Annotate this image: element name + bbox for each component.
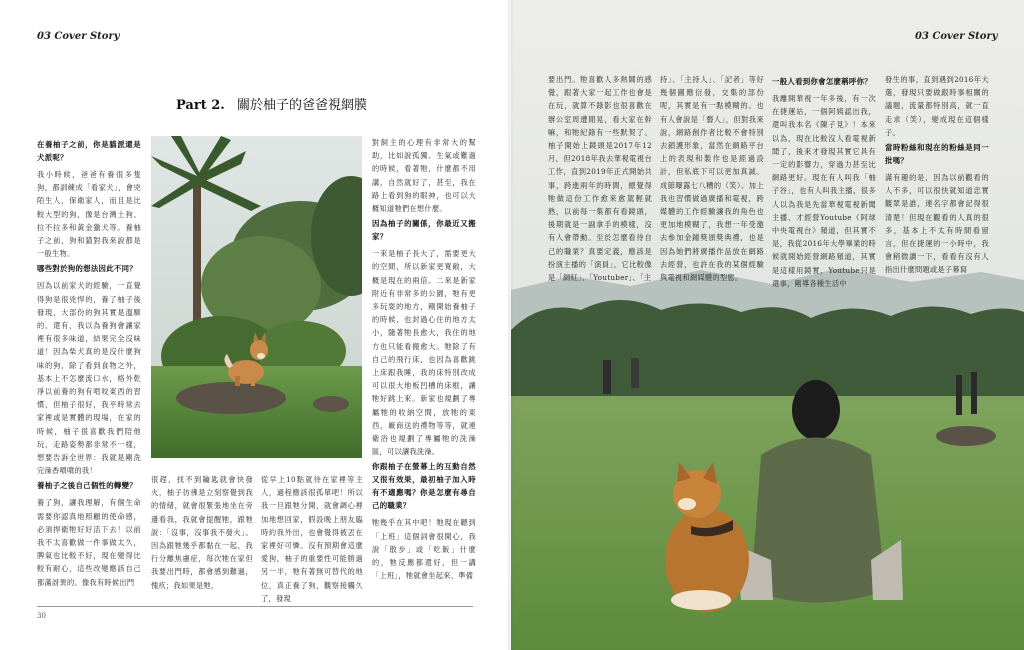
section-header: 03 Cover Story — [915, 31, 998, 42]
page-gutter — [508, 0, 514, 650]
text-column-2: 很趕，找不到鑰匙就會快發火，柚子彷彿是立刻察覺到我的情緒，就會很緊張地坐在旁邊看我，我就會提醒牠，跟牠說：「沒事，沒事我不發火」。因為跟牠幾乎都黏在一起，我行分離焦慮症，每次牠在家但我要出門時，都會感到難過，愧疚；我如果是牠， — [151, 475, 253, 590]
text-column-4 — [372, 136, 476, 604]
section-header: 03 Cover Story — [37, 31, 120, 42]
answer-paragraph: 我離開華視一年多後，有一次在捷運站，一個阿姨認出我，還叫我本名《陳子見》！本來以為，現在比較沒人看電視新聞了，後來才發現其實它具有一定的影響力，穿過力甚至比網路更好。現在有人叫我「柚子谷」，也有人叫我主播，很多人以為我是先當華視電視新聞主播、才經營Youtube《阿球中央電視台》頻道，但其實不是，我從2016年大學畢業的時候就開始經營網路頻道，其實是這樣用鏡實，Youtube只是還事，剛導各種生活中 — [772, 94, 876, 288]
part-heading: 關於柚子的爸爸視網膜 — [236, 98, 367, 113]
answer-paragraph: 我小時候，爸爸有養很多隻狗，都訓練成「看家犬」，會兇陌生人，保衛家人，而且是比較大型的狗，像是台灣土狗、拉不拉多和黃金獵犬等。養柚子之前，狗和貓對我來說都是一般生物。 — [37, 170, 141, 259]
text-column-3 — [772, 73, 876, 298]
question-heading: 在養柚子之前，你是貓派還是犬派呢？ — [37, 140, 141, 162]
answer-paragraph: 一來是柚子長大了，需要更大的空間，所以新家更寬敞，大概是現在的兩倍。二來是新家附近有非常多的公園，牠有更多玩耍的地方，剛開始養柚子的時候，也封過心住的地方太小，隨著牠長愈大，我住的地方也只能看搬愈大。牠除了有自己的飛行床，也因為喜歡跳上床跟我睡，我的床特別改成可以很大地板凹槽的床框，讓牠好跳上來。新家也規劃了專屬牠的收納空間，放牠的東西，廠商送的禮物等等，就連衛浴也規劃了專屬牠的洗澡區，可以讓我洗澡。 — [372, 249, 476, 457]
text-column-3: 從早上10點就待在家裡等主人，過程應該很孤單吧！所以我一旦跟牠分開，就會調心裡加地想回家，假設晚上朋友臨時約我外出，也會覺得被丟在家裡好可憐。沒有預期會這麼愛狗，柚子的重要性可能勝過另一半，牠有著無可替代的地位，真正養了狗，觀察接觸久了，發現 — [261, 475, 363, 603]
question-heading: 當時粉絲和現在的粉絲是同一批嗎？ — [885, 143, 989, 166]
right-page — [511, 0, 1024, 650]
page-number: 30 — [37, 612, 46, 620]
question-heading: 一般人看到你會怎麼稱呼你？ — [772, 77, 872, 86]
answer-paragraph: 牠幾乎在其中吧！牠現在聽到「上班」這個詞會很開心，我說「散步」或「吃飯」什麼的，牠反應都還好，但一講「上班」，牠就會坐起來、準備 — [372, 518, 476, 581]
answer-paragraph: 因為以前家犬的經驗，一直覺得狗是很兇悍的，養了柚子後發現，大部份的狗其實是溫馴的。還有，我以為養狗會讓家裡有很多味道，結果完全沒味道！因為柴犬真的是沒什麼狗味的狗，除了看到食物之外，基本上不怎麼流口水，格外乾淨以前養的狗有啃咬東西的習慣，但柚子很好，我平時常去家裡或是實體的現場，在家的時候，柚子很喜歡我們陪他玩，走路姿勢都非常不一樣，想要告訴全世界：我就是剛洗完澡香噴噴的我！ — [37, 281, 141, 476]
part-title — [176, 94, 367, 113]
left-page — [0, 0, 511, 650]
text-column-4 — [885, 73, 989, 298]
answer-paragraph: 滿有趣的是，因為以前觀看的人不多，可以很快就知道忠實觀眾是誰，連名字都會記得很清楚！但現在觀看的人真的很多，基本上不太有時間看留言，但在捷運的一小時中，我會稍微讀一下，看看有沒有人指出什麼問題或是子幕寫 — [885, 173, 989, 275]
photo-dog-on-rock — [151, 136, 362, 458]
text-column-2: 持」、「主持人」、「記者」等好幾個圖應衍發，交集的部份呢，其實是有一點模糊的。也有人會說是「藝人」，但對我來說，網路創作者比較不會特別去鎖護形象，當然在網路平台上的表現和製作也是經過設計，但私底下可以更加真誠、成節曝露七八糟的（笑）。加上我也習慣做過廣播和電視，跨媒體的工作經驗讓我的角色也更加地模糊了，我想一年受邀去參加金鐘獎頒獎典禮，也是因為她們將廣播作品放在網路去經營，也許在我的某個經驗與電視和網媒體的型態。 — [660, 75, 764, 283]
text-column-1 — [37, 136, 141, 604]
footer-rule — [37, 606, 473, 607]
part-label: Part 2. — [176, 98, 225, 113]
question-heading: 因為柚子的關係，你最近又搬家？ — [372, 219, 476, 242]
answer-paragraph: 發生的事，直到遇到2016年大選，發現只要做跟時事相關的議題，流量都特別高，就一直走求（笑），變成現在這個樣子。 — [885, 75, 989, 137]
answer-paragraph: 養了狗，讓我理解，有個生命需要你認真地照顧的使命感，必須捍衛牠好好活下去！以前我不太喜歡做一件事做太久，脾氣也比較不好，現在變得比較有耐心，這些改變應該自己都滿訝異的。像我有時候出門 — [37, 498, 141, 587]
question-heading: 哪些對於狗的想法因此不同？ — [37, 264, 137, 274]
question-heading: 你跟柚子在螢幕上的互動自然又很有效果，最初柚子加入時有不適應嗎？你是怎麼有尋自己的職業？ — [372, 462, 476, 511]
answer-paragraph: 對飼主的心理有非常大的幫助，比如說孤獨、生氣或難過的時候，看著牠，什麼都不用講，自然就好了，甚至，我在路上看到狗的眼神，也可以大概知道牠們在想什麼。 — [372, 138, 476, 214]
question-heading: 養柚子之後自己個性的轉變？ — [37, 481, 137, 491]
text-column-1: 要出門。牠喜歡人多熱鬧的感覺，跟著大家一起工作也會是在玩，就算不錄影也很喜歡在辦公室周遭閒晃，看大家在幹嘛，和牠紀錄有一些默契了。柚子開始上鏡頭是2017年12月，但2018年我去華視電視台工作，直到2019年正式開始共事，跨進兩年的時間，總覺得牠做這份工作愈來愈駕輕就熟，以前每一集都有看鏡頭，後期就是一副拿手的模樣，沒有人會帶動。至於怎麼看待自己的職業？真要定義，應該是扮演主播的「演員」，它比較像是「網紅」、「Youtuber」、「主 — [548, 75, 652, 283]
